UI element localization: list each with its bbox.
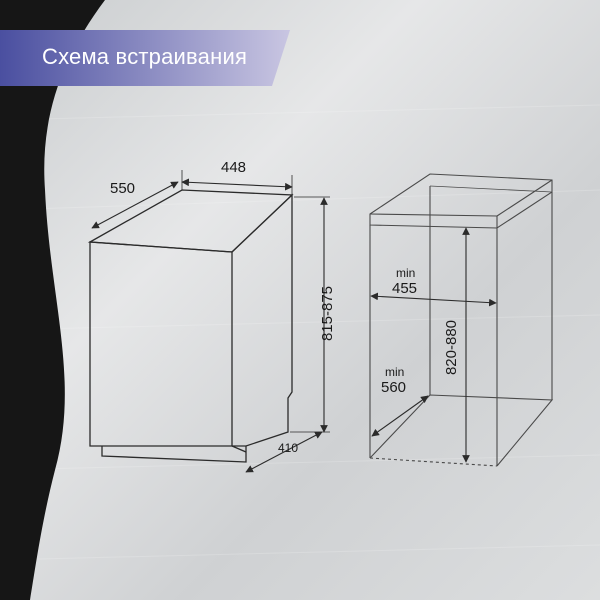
appliance-height-label: 815-875 bbox=[319, 285, 337, 342]
appliance-depth-label: 550 bbox=[110, 180, 136, 197]
niche-depth-min-prefix: min bbox=[385, 365, 405, 379]
niche-width-label: 455 bbox=[392, 280, 418, 297]
niche-depth-label: 560 bbox=[381, 379, 407, 396]
niche-height-label: 820-880 bbox=[443, 319, 461, 376]
appliance-width-label: 448 bbox=[221, 159, 247, 176]
appliance-toe-depth-label: 410 bbox=[278, 441, 299, 455]
page-title: Схема встраивания bbox=[42, 44, 248, 69]
niche-width-min-prefix: min bbox=[396, 266, 416, 280]
